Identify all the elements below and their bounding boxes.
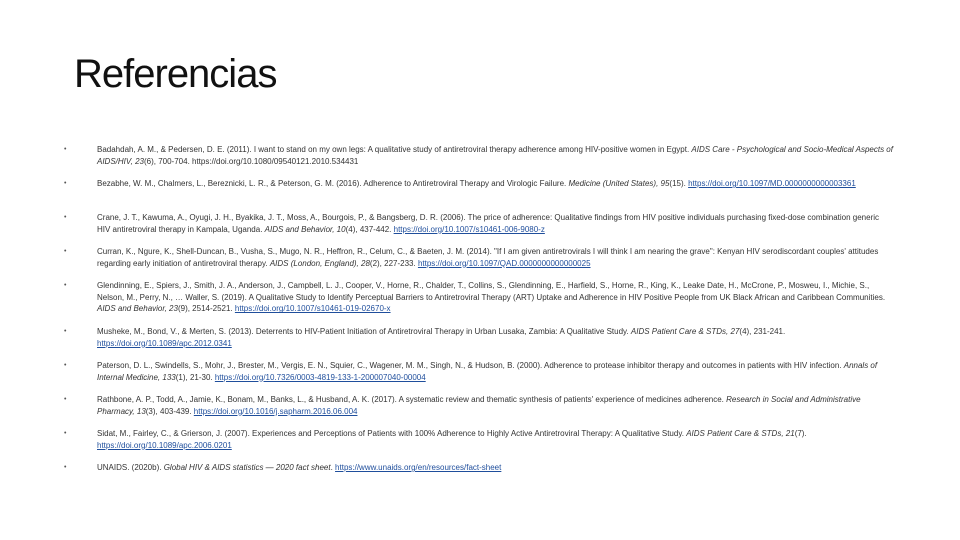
reference-text: Badahdah, A. M., & Pedersen, D. E. (2011). I want to stand on my own legs: A qualitative study of antiretroviral therapy adherence among HIV-positive women in Egypt. (97, 145, 692, 154)
doi-link[interactable]: https://doi.org/10.1097/QAD.0000000000000025 (417, 258, 591, 268)
bullet-icon: • (64, 430, 67, 437)
reference-source: Medicine (United States), 95 (568, 179, 670, 188)
reference-tail: (2), 227-233. (369, 258, 418, 268)
reference-text: UNAIDS. (2020b). (97, 463, 164, 472)
doi-link[interactable]: https://doi.org/10.1089/apc.2012.0341 (97, 338, 232, 348)
reference-text: Sidat, M., Fairley, C., & Grierson, J. (2007). Experiences and Perceptions of Patients with 100% Adherence to Highly Active Antiretroviral Therapy: A Qualitative Study. (97, 429, 687, 438)
reference-tail: (4), 437-442. (345, 224, 394, 234)
reference-tail: . (330, 463, 336, 472)
reference-source: AIDS Care - Psychological and Socio-Medical Aspects of AIDS/HIV, 23 (97, 145, 893, 166)
list-item (64, 246, 894, 280)
list-item (64, 394, 894, 428)
reference-source: AIDS and Behavior, 10 (264, 224, 346, 234)
reference-source: AIDS Patient Care & STDs, 21 (686, 429, 795, 438)
reference-text: Curran, K., Ngure, K., Shell-Duncan, B., Vusha, S., Mugo, N. R., Heffron, R., Celum, C., & Baeten, J. M. (2014). "If I am given antiretrovirals I will think I am nearing the grave": Kenyan HIV serodiscordant couples' attitudes regarding early initiation of antiretroviral therapy. (97, 247, 879, 268)
list-item (64, 212, 894, 246)
list-item (64, 326, 894, 360)
bullet-icon: • (64, 282, 67, 289)
bullet-icon: • (64, 396, 67, 403)
reference-source: AIDS Patient Care & STDs, 27 (630, 327, 740, 336)
reference-tail: (6), 700-704. https://doi.org/10.1080/09540121.2010.534431 (143, 156, 359, 166)
reference-source: Global HIV & AIDS statistics — 2020 fact sheet (163, 463, 331, 472)
reference-source: Research in Social and Administrative Pharmacy, 13 (97, 395, 861, 416)
reference-source: Annals of Internal Medicine, 133 (97, 361, 878, 382)
list-item (64, 144, 894, 178)
reference-text: Bezabhe, W. M., Chalmers, L., Bereznicki, L. R., & Peterson, G. M. (2016). Adherence to Antiretroviral Therapy and Virologic Failure. (97, 179, 569, 188)
reference-tail: (15). (669, 179, 689, 188)
reference-text: Rathbone, A. P., Todd, A., Jamie, K., Bonam, M., Banks, L., & Husband, A. K. (2017). A systematic review and thematic synthesis of patients' experience of medicines adherence. (97, 395, 727, 404)
list-item (64, 178, 894, 212)
reference-text: Glendinning, E., Spiers, J., Smith, J. A., Anderson, J., Campbell, L. J., Cooper, V., Horne, R., Chalder, T., Collins, S., Glendinning, E., Harfield, S., Horne, R., King, K., Leake Date, H., McCrone, P., Mosweu, I., Michie, S., Nelson, M., Perry, N., … Waller, S. (2019). A Qualitative Study to Identify Perceptual Barriers to Antiretroviral Therapy (ART) Uptake and Adherence in HIV Positive People from UK Black African and Caribbean Communities. (97, 281, 886, 302)
list-item (64, 280, 894, 326)
bullet-icon: • (64, 328, 67, 335)
list-item (64, 360, 894, 394)
doi-link[interactable]: https://doi.org/10.1016/j.sapharm.2016.06.004 (193, 406, 358, 416)
reference-source: AIDS (London, England), 28 (269, 258, 370, 268)
bullet-icon: • (64, 464, 67, 471)
reference-text: Crane, J. T., Kawuma, A., Oyugi, J. H., Byakika, J. T., Moss, A., Bourgois, P., & Bangsberg, D. R. (2006). The price of adherence: Qualitative findings from HIV positive individuals purchasing fixed-dose combination generic HIV antiretroviral therapy in Kampala, Uganda. (97, 213, 880, 234)
reference-tail: (1), 21-30. (175, 372, 215, 382)
reference-tail: (3), 403-439. (145, 406, 194, 416)
bullet-icon: • (64, 248, 67, 255)
reference-tail: (7). (794, 429, 807, 438)
doi-link[interactable]: https://www.unaids.org/en/resources/fact-sheet (335, 463, 502, 472)
doi-link[interactable]: https://doi.org/10.1007/s10461-019-02670-x (234, 304, 391, 314)
reference-text: Paterson, D. L., Swindells, S., Mohr, J., Brester, M., Vergis, E. N., Squier, C., Wagener, M. M., Singh, N., & Hudson, B. (2000). Adherence to protease inhibitor therapy and outcomes in patients with HIV infection. (97, 361, 844, 370)
list-item (64, 462, 894, 496)
reference-tail: (4), 231-241. (739, 327, 786, 336)
list-item (64, 428, 894, 462)
reference-tail: (9), 2514-2521. (177, 304, 235, 314)
reference-list (64, 144, 894, 496)
bullet-icon: • (64, 146, 67, 153)
bullet-icon: • (64, 214, 67, 221)
doi-link[interactable]: https://doi.org/10.1007/s10461-006-9080-z (393, 224, 545, 234)
doi-link[interactable]: https://doi.org/10.1097/MD.0000000000003361 (688, 179, 856, 188)
doi-link[interactable]: https://doi.org/10.7326/0003-4819-133-1-200007040-00004 (214, 372, 426, 382)
reference-source: AIDS and Behavior, 23 (97, 304, 178, 314)
bullet-icon: • (64, 362, 67, 369)
doi-link[interactable]: https://doi.org/10.1089/apc.2006.0201 (97, 440, 232, 450)
reference-text: Musheke, M., Bond, V., & Merten, S. (2013). Deterrents to HIV-Patient Initiation of Antiretroviral Therapy in Urban Lusaka, Zambia: A Qualitative Study. (97, 327, 631, 336)
page-title: Referencias (74, 52, 277, 96)
bullet-icon: • (64, 180, 67, 187)
